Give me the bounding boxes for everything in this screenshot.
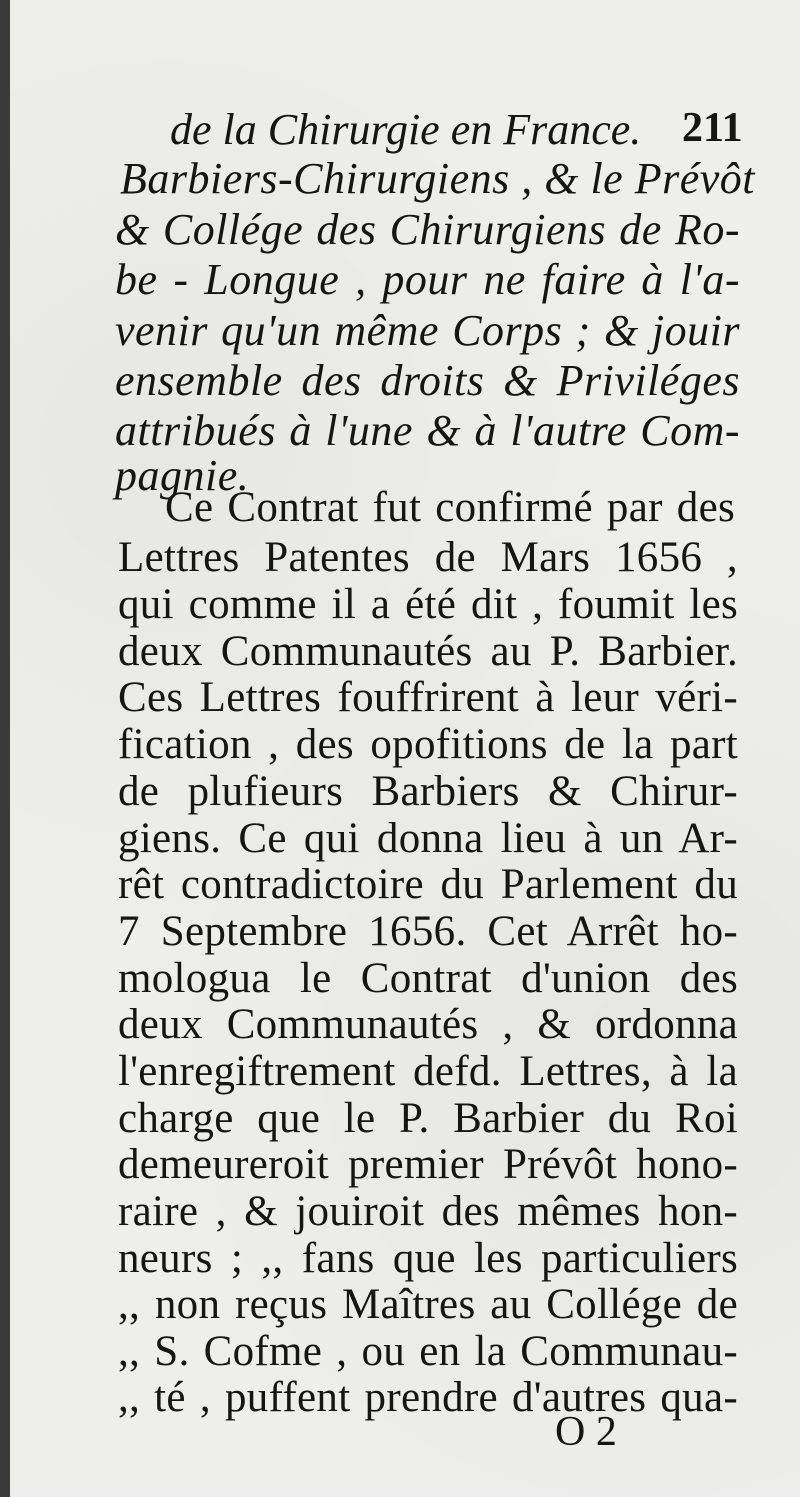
text-line: giens. Ce qui donna lieu à un Ar- <box>118 815 738 862</box>
signature-mark: O 2 <box>555 1409 617 1455</box>
text-line: & Collége des Chirurgiens de Ro- <box>115 205 740 254</box>
text-line: venir qu'un même Corps ; & jouir <box>115 306 740 355</box>
text-line: 7 Septembre 1656. Cet Arrêt ho- <box>118 908 738 955</box>
text-line: deux Communautés au P. Barbier. <box>118 628 738 675</box>
text-line: qui comme il a été dit , foumit les <box>118 581 738 628</box>
text-line: de plufieurs Barbiers & Chirur- <box>118 768 738 815</box>
text-line: Ce Contrat fut confirmé par des <box>165 484 735 531</box>
text-line: raire , & jouiroit des mêmes hon- <box>118 1188 738 1235</box>
text-line: rêt contradictoire du Parlement du <box>118 861 738 908</box>
text-line: ,, non reçus Maîtres au Collége de <box>118 1281 738 1328</box>
book-page <box>10 0 800 1497</box>
text-line: l'enregiftrement defd. Lettres, à la <box>118 1048 738 1095</box>
text-line: fication , des opofitions de la part <box>118 721 738 768</box>
text-line: be - Longue , pour ne faire à l'a- <box>115 255 740 304</box>
text-line: ,, S. Cofme , ou en la Communau- <box>118 1328 738 1375</box>
text-line: attribués à l'une & à l'autre Com- <box>115 406 740 455</box>
text-line: Lettres Patentes de Mars 1656 , <box>118 534 738 581</box>
text-line: demeureroit premier Prévôt hono- <box>118 1141 738 1188</box>
page-number: 211 <box>682 105 743 151</box>
running-title: de la Chirurgie en France. <box>170 105 642 154</box>
text-line: ,, té , puffent prendre d'autres qua- <box>118 1374 738 1421</box>
text-line: mologua le Contrat d'union des <box>118 955 738 1002</box>
text-line: charge que le P. Barbier du Roi <box>118 1095 738 1142</box>
text-line: Barbiers-Chirurgiens , & le Prévôt <box>120 154 755 203</box>
text-line: ensemble des droits & Priviléges <box>115 356 740 405</box>
text-line: pagnie. <box>115 451 250 500</box>
text-line: deux Communautés , & ordonna <box>118 1001 738 1048</box>
text-line: neurs ; ,, fans que les particuliers <box>118 1235 738 1282</box>
text-line: Ces Lettres fouffrirent à leur véri- <box>118 674 738 721</box>
